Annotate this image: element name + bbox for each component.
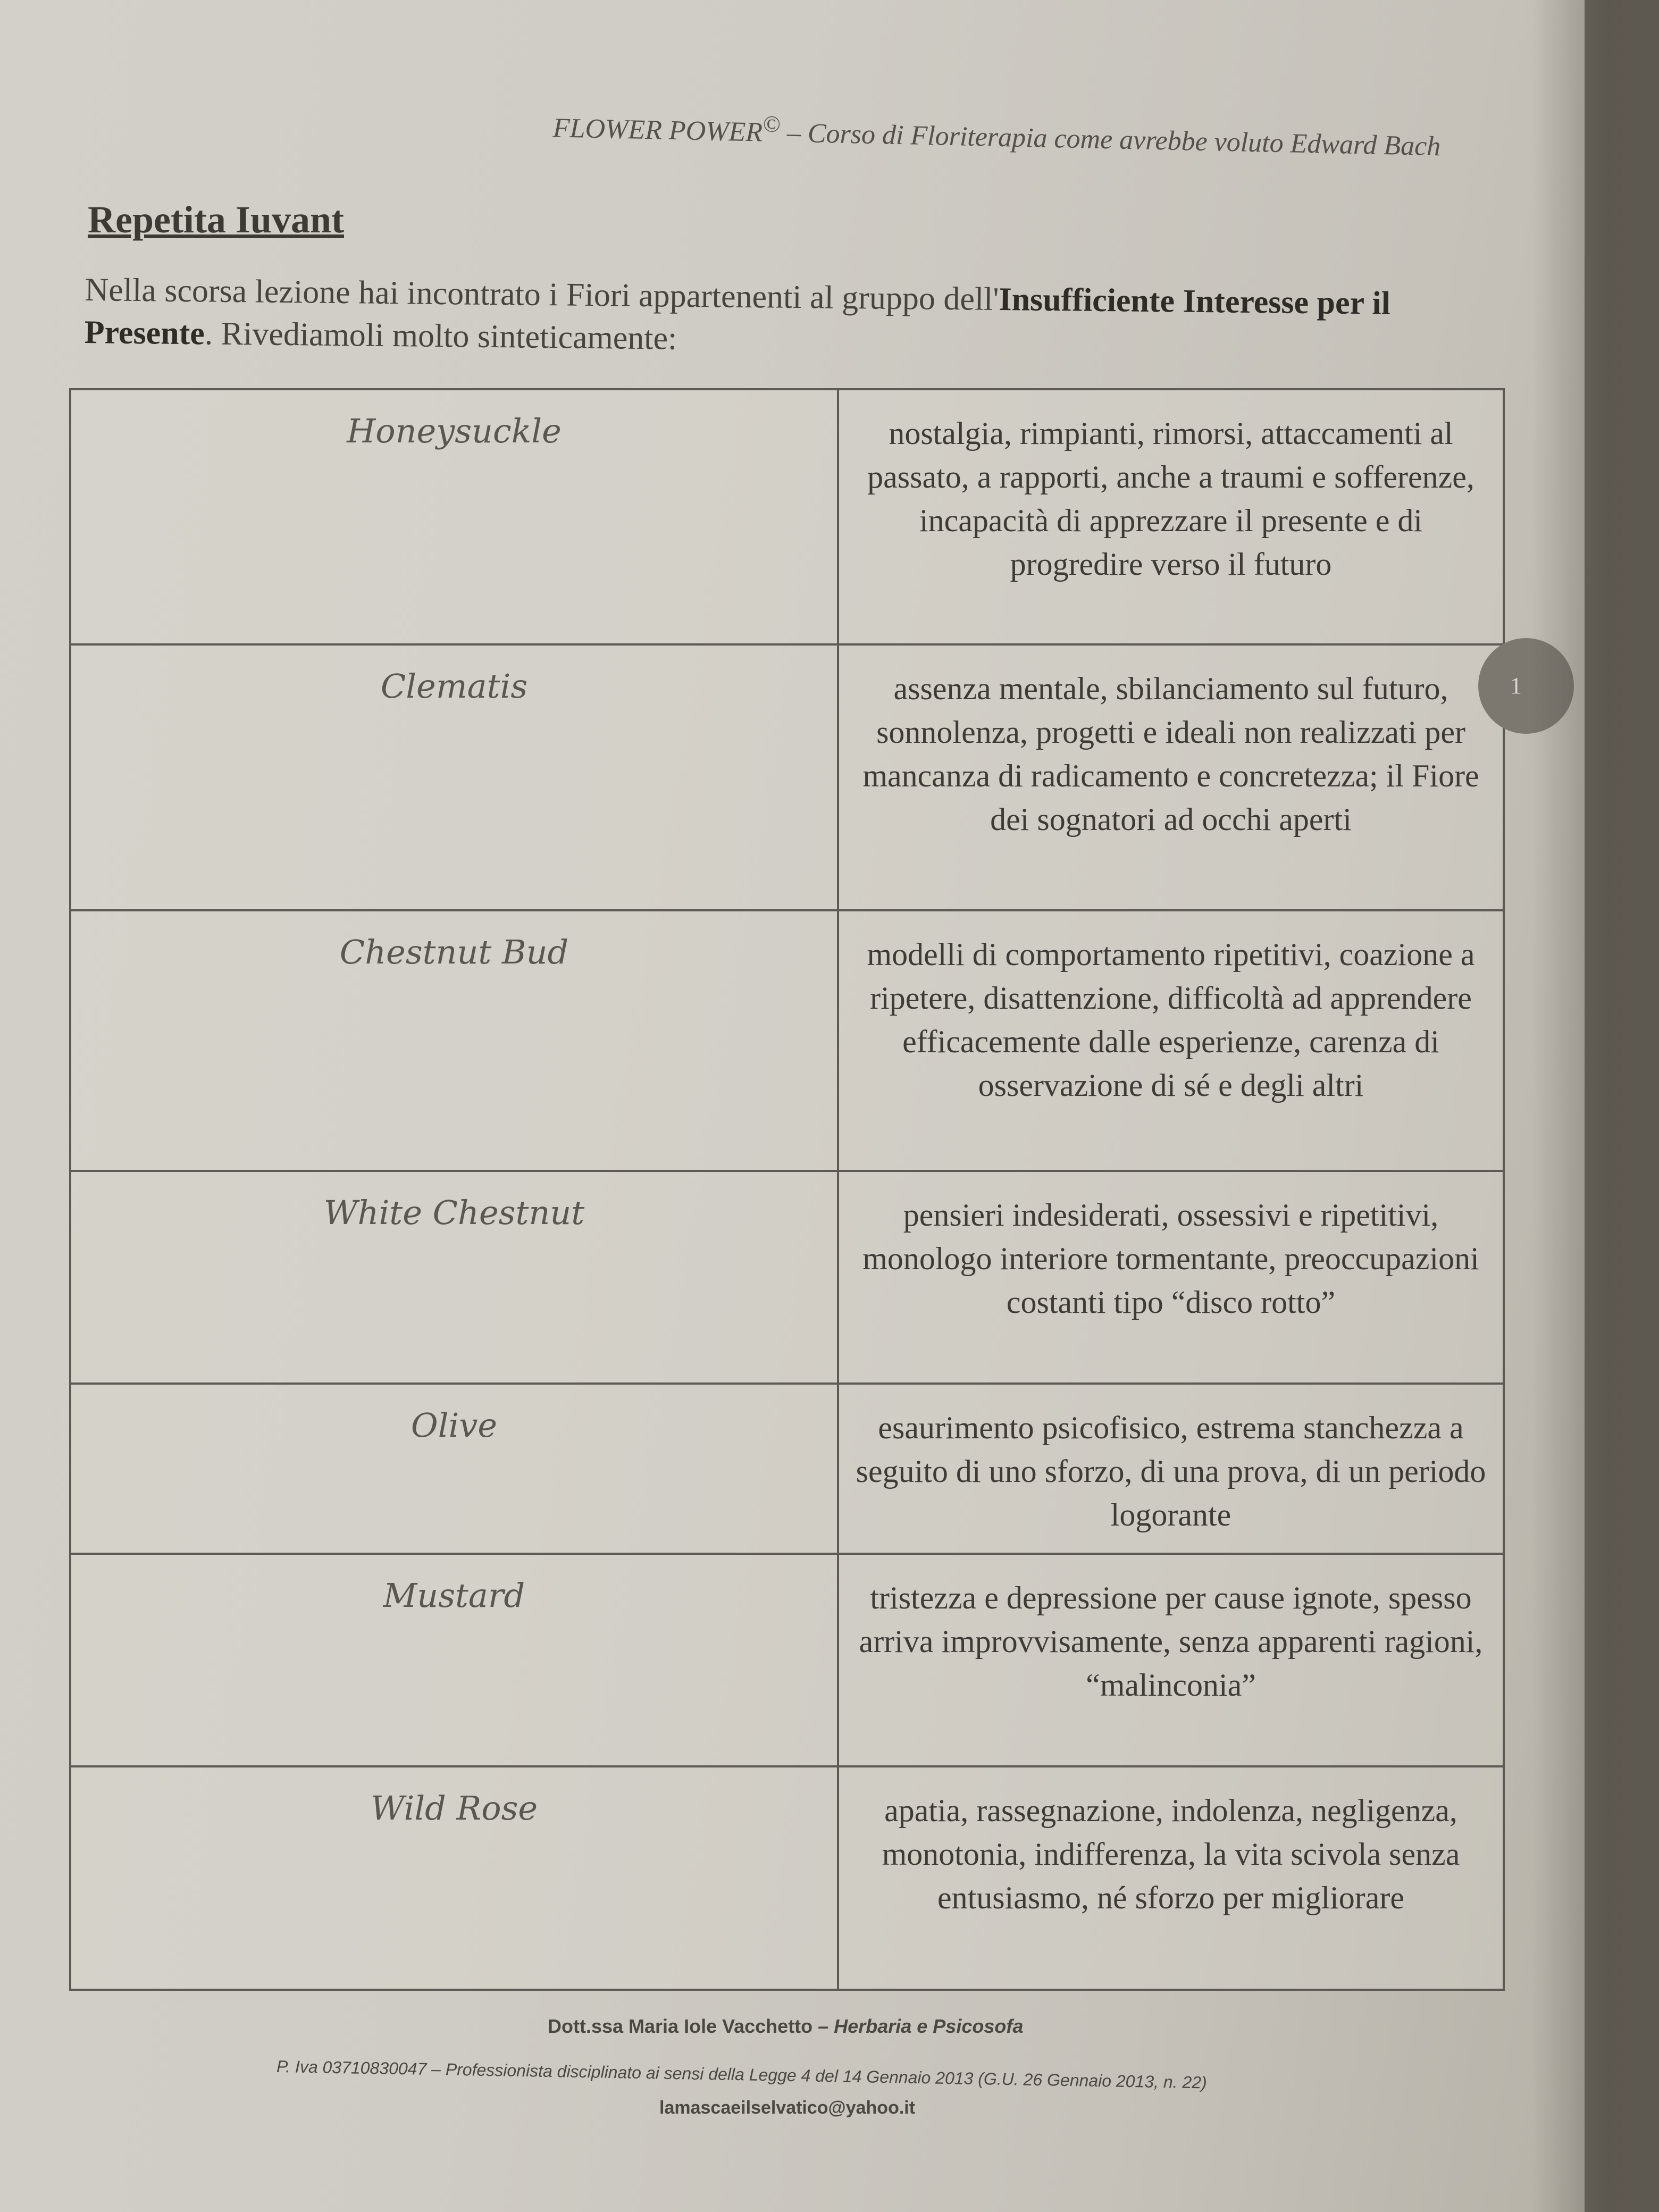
footer-author xyxy=(548,2015,1079,2038)
flower-description: esaurimento psicofisico, estrema stanchezza a seguito di uno sforzo, di una prova, di un periodo logorante xyxy=(838,1384,1504,1554)
header-subtitle: – Corso di Floriterapia come avrebbe voluto Edward Bach xyxy=(780,118,1441,162)
flower-description: assenza mentale, sbilanciamento sul futuro, sonnolenza, progetti e ideali non realizzati per mancanza di radicamento e concretezza; il Fiore dei sognatori ad occhi aperti xyxy=(838,644,1504,910)
flower-name: Olive xyxy=(410,1406,498,1445)
flower-name-cell xyxy=(70,644,838,910)
table-row xyxy=(70,1171,1504,1384)
table-row xyxy=(70,1766,1504,1990)
flower-name-cell xyxy=(70,1554,838,1766)
flower-name-cell xyxy=(70,1766,838,1990)
footer-author-name: Dott.ssa Maria Iole Vacchetto xyxy=(548,2015,813,2037)
table-row xyxy=(70,389,1504,644)
page-edge-shadow xyxy=(1531,0,1659,2212)
intro-text-before: Nella scorsa lezione hai incontrato i Fiori appartenenti al gruppo dell' xyxy=(85,271,999,317)
flower-name-cell xyxy=(70,1171,838,1384)
footer-author-role: – Herbaria e Psicosofa xyxy=(812,2015,1024,2037)
page-number-badge: 1 xyxy=(1478,638,1574,734)
flower-description: modelli di comportamento ripetitivi, coazione a ripetere, disattenzione, difficoltà ad apprendere efficacemente dalle esperienze, carenza di osservazione di sé e degli altri xyxy=(838,910,1504,1171)
flower-description: pensieri indesiderati, ossessivi e ripetitivi, monologo interiore tormentante, preoccupazioni costanti tipo “disco rotto” xyxy=(838,1171,1504,1384)
section-title: Repetita Iuvant xyxy=(88,198,344,241)
table-row xyxy=(70,1384,1504,1554)
footer-email: lamascaeilselvatico@yahoo.it xyxy=(659,2098,916,2118)
flower-description: nostalgia, rimpianti, rimorsi, attaccamenti al passato, a rapporti, anche a traumi e sofferenze, incapacità di apprezzare il presente e di progredire verso il futuro xyxy=(838,389,1504,644)
intro-bold-group: Insufficiente Interesse per il Presente xyxy=(84,281,1391,352)
footer-legal: P. Iva 03710830047 – Professionista disciplinato ai sensi della Legge 4 del 14 Gennaio 2013 (G.U. 26 Gennaio 2013, n. 22) xyxy=(276,2057,1208,2092)
header-copyright: © xyxy=(762,111,781,137)
table-row xyxy=(70,910,1504,1171)
intro-paragraph xyxy=(84,269,1521,368)
flower-description: tristezza e depressione per cause ignote, spesso arriva improvvisamente, senza apparenti ragioni, “malinconia” xyxy=(838,1554,1504,1766)
flower-name-cell xyxy=(70,910,838,1171)
flower-name-cell xyxy=(70,1384,838,1554)
flower-table xyxy=(69,388,1505,1991)
running-header xyxy=(552,106,1510,164)
flower-name: Honeysuckle xyxy=(347,412,562,450)
flower-name-cell xyxy=(70,389,838,644)
flower-description: apatia, rassegnazione, indolenza, negligenza, monotonia, indifferenza, la vita scivola senza entusiasmo, né sforzo per migliorare xyxy=(838,1766,1504,1990)
table-row xyxy=(70,644,1504,910)
flower-name: Wild Rose xyxy=(370,1789,538,1828)
flower-name: Mustard xyxy=(383,1576,525,1615)
intro-text-after: . Rivediamoli molto sinteticamente: xyxy=(204,315,677,357)
header-brand: FLOWER POWER xyxy=(552,113,763,148)
flower-name: Chestnut Bud xyxy=(339,933,569,971)
flower-name: Clematis xyxy=(380,667,528,706)
table-row xyxy=(70,1554,1504,1766)
flower-name: White Chestnut xyxy=(323,1193,585,1232)
